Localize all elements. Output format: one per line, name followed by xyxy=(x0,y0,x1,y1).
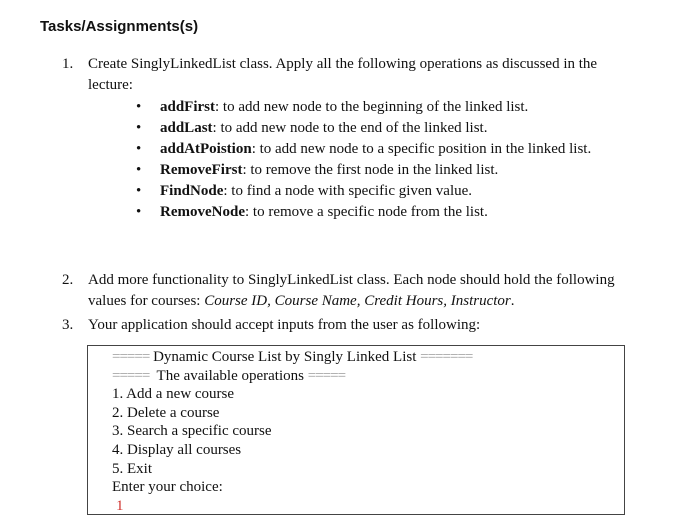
task-text-2-main: Add more functionality to SinglyLinkedList class. Each node should hold the following values for courses: xyxy=(88,272,615,309)
operation-desc: : to find a node with specific given value. xyxy=(223,183,473,199)
list-item xyxy=(136,97,616,118)
operation-desc: : to remove the first node in the linked list. xyxy=(242,162,499,178)
operation-name: addLast xyxy=(160,120,213,136)
task-item-2 xyxy=(62,270,622,312)
bullet-icon: • xyxy=(136,99,142,115)
list-item xyxy=(136,160,616,181)
choice-prompt: Enter your choice: xyxy=(112,479,223,496)
operations-list xyxy=(136,97,616,223)
operation-name: addAtPoistion xyxy=(160,141,252,157)
list-item xyxy=(136,202,616,223)
separator: ===== xyxy=(112,349,150,365)
operation-name: addFirst xyxy=(160,99,216,115)
separator: ===== xyxy=(112,367,150,384)
menu-option-4: 4. Display all courses xyxy=(112,441,242,458)
console-title-line xyxy=(112,348,472,367)
task-text-2-end: . xyxy=(510,293,515,309)
bullet-icon: • xyxy=(136,183,142,199)
operation-name: FindNode xyxy=(160,183,224,199)
menu-option-3: 3. Search a specific course xyxy=(112,423,272,440)
choice-input-value: 1 xyxy=(116,497,124,514)
menu-option-5: 5. Exit xyxy=(112,460,152,477)
operation-desc: : to add new node to the end of the linked list. xyxy=(212,120,488,136)
operation-desc: : to add new node to the beginning of the linked list. xyxy=(215,99,529,115)
task-item-1 xyxy=(62,54,622,96)
menu-option-1: 1. Add a new course xyxy=(112,386,235,403)
task-text-1: Create SinglyLinkedList class. Apply all the following operations as discussed in the lecture: xyxy=(88,56,598,93)
console-subtitle-line xyxy=(112,367,472,386)
list-item xyxy=(136,139,616,160)
task-number-3: 3. xyxy=(62,317,74,333)
separator: ======= xyxy=(420,349,473,365)
bullet-icon: • xyxy=(136,120,142,136)
bullet-icon: • xyxy=(136,204,142,220)
task-item-3 xyxy=(62,315,622,336)
console-subtitle: The available operations xyxy=(149,367,308,384)
bullet-icon: • xyxy=(136,162,142,178)
menu-option-2: 2. Delete a course xyxy=(112,404,220,421)
task-text-3: Your application should accept inputs from the user as following: xyxy=(88,317,481,333)
task-number-2: 2. xyxy=(62,272,74,288)
separator: ===== xyxy=(307,367,346,384)
task-text-2 xyxy=(88,270,622,312)
operation-name: RemoveNode xyxy=(160,204,245,220)
task-number-1: 1. xyxy=(62,56,74,72)
page-heading: Tasks/Assignments(s) xyxy=(40,18,199,35)
list-item xyxy=(136,118,616,139)
operation-name: RemoveFirst xyxy=(160,162,243,178)
bullet-icon: • xyxy=(136,141,142,157)
console-title: Dynamic Course List by Singly Linked List xyxy=(149,349,421,365)
operation-desc: : to remove a specific node from the list. xyxy=(244,204,488,220)
course-fields: Course ID, Course Name, Credit Hours, Instructor xyxy=(204,293,511,309)
console-output-box xyxy=(87,345,625,515)
operation-desc: : to add new node to a specific position in the linked list. xyxy=(251,141,592,157)
list-item xyxy=(136,181,616,202)
